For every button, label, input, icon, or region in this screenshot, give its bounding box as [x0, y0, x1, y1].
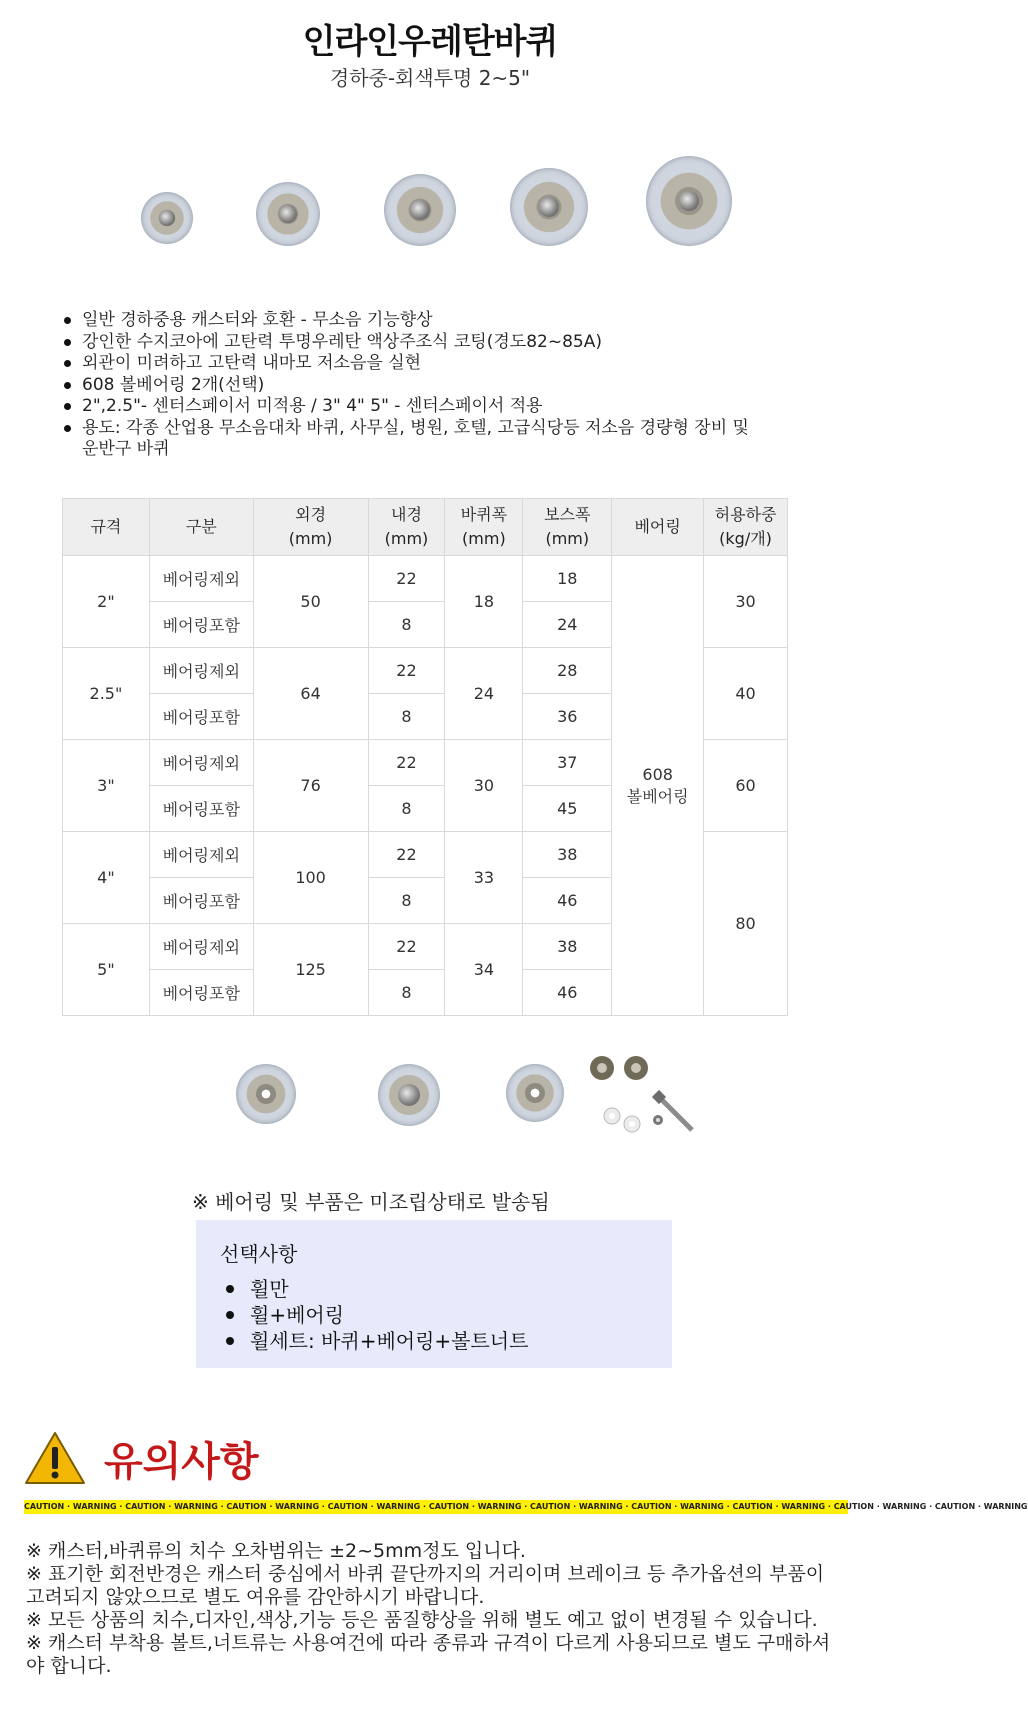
header-bearing: 베어링	[612, 499, 704, 556]
cell-inner: 8	[368, 602, 445, 648]
cell-option: 베어링제외	[149, 556, 253, 602]
header-outer: 외경 (mm)	[253, 499, 368, 556]
cell-inner: 8	[368, 970, 445, 1016]
options-list	[226, 1276, 528, 1354]
cell-boss: 46	[523, 878, 612, 924]
cell-boss: 45	[523, 786, 612, 832]
feature-item: 일반 경하중용 캐스터와 호환 - 무소음 기능향상	[62, 310, 762, 332]
notice-item: ※ 모든 상품의 치수,디자인,색상,기능 등은 품질향상을 위해 별도 예고 없이 변경될 수 있습니다.	[26, 1609, 818, 1631]
bolt-nut-parts-icon	[588, 1050, 698, 1146]
cell-load: 40	[704, 648, 788, 740]
cell-size: 3"	[63, 740, 150, 832]
caution-title: 유의사항	[104, 1439, 259, 1485]
cell-inner: 22	[368, 832, 445, 878]
cell-option: 베어링포함	[149, 878, 253, 924]
cell-inner: 22	[368, 740, 445, 786]
cell-width: 33	[445, 832, 523, 924]
cell-size: 5"	[63, 924, 150, 1016]
cell-boss: 36	[523, 694, 612, 740]
cell-option: 베어링제외	[149, 740, 253, 786]
cell-size: 2.5"	[63, 648, 150, 740]
option-item: 휠+베어링	[226, 1302, 528, 1328]
cell-inner: 22	[368, 648, 445, 694]
cell-width: 30	[445, 740, 523, 832]
wheel-set-photo	[506, 1064, 564, 1122]
product-subtitle: 경하중-회색투명 2~5"	[329, 66, 531, 90]
header-size: 규격	[63, 499, 150, 556]
cell-inner: 22	[368, 924, 445, 970]
cell-option: 베어링제외	[149, 832, 253, 878]
header-inner: 내경 (mm)	[368, 499, 445, 556]
notice-item: ※ 캐스터,바퀴류의 치수 오차범위는 ±2~5mm정도 입니다.	[26, 1540, 526, 1562]
wheel-only-photo	[236, 1064, 296, 1124]
cell-option: 베어링포함	[149, 970, 253, 1016]
caution-tape: CAUTION · WARNING · CAUTION · WARNING · CAUTION · WARNING · CAUTION · WARNING · CAUTION · WARNING · CAUTION · WARNING · CAUTION · WARNING · CAUTION · WARNING · CAUTION · WARNING · CAUTION · WARNING	[24, 1500, 848, 1514]
table-row	[63, 556, 788, 602]
cell-size: 2"	[63, 556, 150, 648]
cell-boss: 38	[523, 832, 612, 878]
cell-outer: 76	[253, 740, 368, 832]
cell-inner: 8	[368, 878, 445, 924]
header-type: 구분	[149, 499, 253, 556]
cell-option: 베어링포함	[149, 694, 253, 740]
cell-load: 60	[704, 740, 788, 832]
cell-outer: 100	[253, 832, 368, 924]
cell-inner: 8	[368, 786, 445, 832]
wheel-2inch-photo	[141, 192, 193, 244]
spec-table	[62, 498, 788, 1016]
cell-size: 4"	[63, 832, 150, 924]
cell-boss: 18	[523, 556, 612, 602]
warning-icon	[24, 1430, 86, 1486]
wheel-3inch-photo	[384, 174, 456, 246]
cell-option: 베어링포함	[149, 602, 253, 648]
cell-boss: 38	[523, 924, 612, 970]
table-header-row	[63, 499, 788, 556]
cell-width: 34	[445, 924, 523, 1016]
header-load: 허용하중 (kg/개)	[704, 499, 788, 556]
cell-boss: 37	[523, 740, 612, 786]
notice-item: ※ 표기한 회전반경은 캐스터 중심에서 바퀴 끝단까지의 거리이며 브레이크 등 추가옵션의 부품이 고려되지 않았으므로 별도 여유를 감안하시기 바랍니다.	[26, 1563, 825, 1608]
cell-outer: 64	[253, 648, 368, 740]
cell-width: 18	[445, 556, 523, 648]
cell-boss: 46	[523, 970, 612, 1016]
cell-boss: 28	[523, 648, 612, 694]
cell-inner: 22	[368, 556, 445, 602]
feature-item: 강인한 수지코아에 고탄력 투명우레탄 액상주조식 코팅(경도82~85A)	[62, 332, 762, 354]
option-photos	[0, 1050, 860, 1150]
header-boss: 보스폭 (mm)	[523, 499, 612, 556]
product-photo-wheels	[0, 150, 860, 290]
feature-item: 608 볼베어링 2개(선택)	[62, 375, 762, 397]
cell-outer: 50	[253, 556, 368, 648]
cell-load: 80	[704, 832, 788, 1016]
cell-inner: 8	[368, 694, 445, 740]
cell-bearing: 608 볼베어링	[612, 556, 704, 1016]
cell-option: 베어링제외	[149, 648, 253, 694]
wheel-bearing-photo	[378, 1064, 440, 1126]
wheel-4inch-photo	[510, 168, 588, 246]
feature-item: 2",2.5"- 센터스페이서 미적용 / 3" 4" 5" - 센터스페이서 적용	[62, 396, 762, 418]
assembly-note: ※ 베어링 및 부품은 미조립상태로 발송됨	[192, 1190, 550, 1214]
option-item: 휠세트: 바퀴+베어링+볼트너트	[226, 1328, 528, 1354]
cell-option: 베어링포함	[149, 786, 253, 832]
options-title: 선택사항	[220, 1242, 298, 1266]
option-item: 휠만	[226, 1276, 528, 1302]
cell-outer: 125	[253, 924, 368, 1016]
feature-list	[62, 310, 762, 461]
notice-list	[26, 1540, 844, 1678]
cell-width: 24	[445, 648, 523, 740]
cell-option: 베어링제외	[149, 924, 253, 970]
options-box	[196, 1220, 672, 1368]
cell-load: 30	[704, 556, 788, 648]
header-width: 바퀴폭 (mm)	[445, 499, 523, 556]
cell-boss: 24	[523, 602, 612, 648]
product-title: 인라인우레탄바퀴	[302, 22, 558, 62]
feature-item: 외관이 미려하고 고탄력 내마모 저소음을 실현	[62, 353, 762, 375]
wheel-2-5inch-photo	[256, 182, 320, 246]
feature-item: 용도: 각종 산업용 무소음대차 바퀴, 사무실, 병원, 호텔, 고급식당등 저소음 경량형 장비 및 운반구 바퀴	[62, 418, 762, 461]
notice-item: ※ 캐스터 부착용 볼트,너트류는 사용여건에 따라 종류과 규격이 다르게 사용되므로 별도 구매하셔야 합니다.	[26, 1632, 831, 1677]
wheel-5inch-photo	[646, 156, 732, 246]
